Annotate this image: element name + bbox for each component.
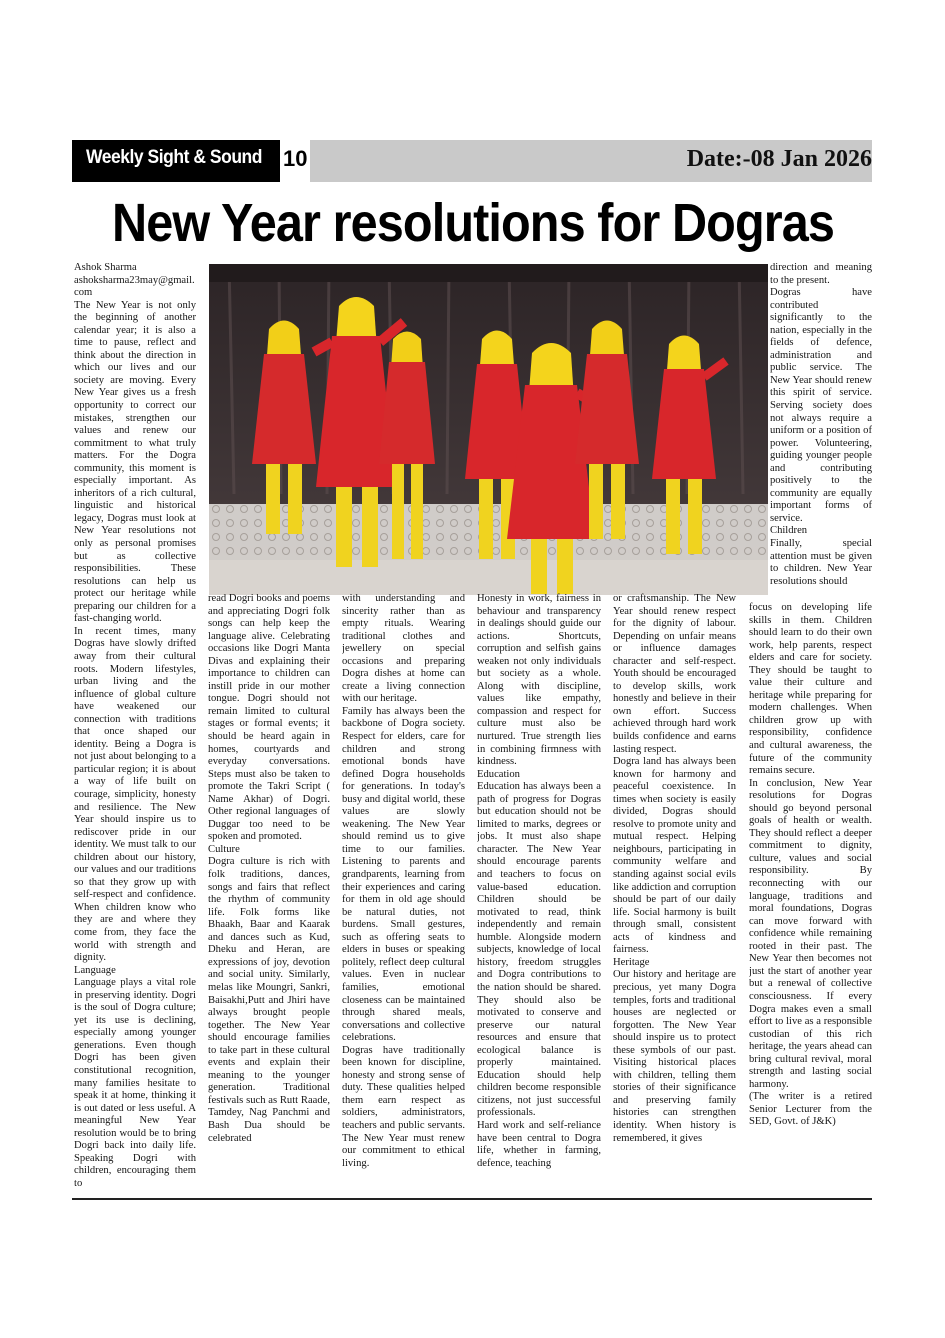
paragraph: Our history and heritage are precious, yet many Dogra temples, forts and traditional houses are neglected or forgotten. The New Year should inspire us to protect these symbols of our past. Visiting historical places with children, telling them stories of their significance and preserving family histories can strengthen identity. When history is remembered, it gives [613, 969, 736, 1144]
paragraph: Finally, special attention must be given to children. New Year resolutions should [770, 538, 872, 587]
article-column-3 [342, 593, 465, 1197]
article-headline: New Year resolutions for Dogras [112, 193, 835, 253]
paragraph: focus on developing life skills in them. Children should learn to do their own work, help parents, respect elders and care for society. They should be taught to value their culture and heritage while preparing for modern challenges. When children grow up with responsibility, confidence and cultural awareness, the future of the community remains secure. [749, 602, 872, 777]
section-heading: Language [74, 964, 116, 976]
paragraph: Family has always been the backbone of Dogra society. Respect for elders, care for children and strong emotional bonds have defined Dogra households for generations. In today's busy and digital world, these values are slowly weakening. The New Year should remind us to give time to our families. Listening to parents and grandparents, learning from their experiences and caring for them in old age should be natural duties, not burdens. Small gestures, such as offering seats to elders in buses or speaking politely, reflect deep cultural values. Even in nuclear families, emotional closeness can be maintained through shared meals, conversations and collective celebrations. [342, 705, 465, 1044]
section-heading: Children [770, 525, 808, 537]
issue-date: Date:-08 Jan 2026 [686, 146, 872, 172]
paragraph: Education has always been a path of progress for Dogras but education should not be limited to marks, degrees or jobs. It must also shape character. The New Year should encourage parents and teachers to focus on value-based education. Children should be motivated to read, think independently and remain humble. Alongside modern subjects, knowledge of local history, freedom struggles and Dogra contributions to the nation should be shared. They should also be motivated to conserve and preserve our natural resources and ensure that ecological balance is properly maintained. Education should help children become responsible citizens, not just successful professionals. [477, 781, 601, 1119]
paragraph: Honesty in work, fairness in behaviour and transparency in dealings should guide our actions. Shortcuts, corruption and selfish gains weaken not only individuals but society as a whole. Along with discipline, values like empathy, compassion and respect for culture must also be nurtured. True strength lies in combining firmness with kindness. [477, 593, 601, 768]
masthead-title-block [72, 140, 280, 182]
paragraph: or craftsmanship. The New Year should renew respect for the dignity of labour. Depending on unfair means or influence damages character and self-respect. Youth should be encouraged to develop skills, work honestly and believe in their own effort. Success achieved through hard work builds confidence and earns lasting respect. [613, 593, 736, 755]
publication-name: Weekly Sight & Sound [86, 147, 262, 168]
article-column-1 [74, 262, 196, 1197]
paragraph: Language plays a vital role in preserving identity. Dogri is the soul of Dogra culture; yet its use is declining, especially among younger generations. Even though Dogri has been given constitutional recognition, many families hesitate to speak it at home, thinking it is out dated or less useful. A meaningful New Year resolution would be to bring Dogri back into daily life. Speaking Dogri with children, encouraging them to [74, 977, 196, 1189]
byline-email: ashoksharma23may@gmail.com [74, 274, 195, 299]
paragraph: The New Year is not only the beginning of another calendar year; it is also a time to pause, reflect and think about the direction in which our lives and our society are moving. Every New Year gives us a fresh opportunity to correct our mistakes, strengthen our values and renew our commitment to what truly matters. For the Dogra community, this moment is especially important. As inheritors of a rich cultural, linguistic and historical legacy, Dogras must look at New Year resolutions not only as personal promises but as collective responsibilities. These resolutions can help us protect our heritage while preparing our children for a fast-changing world. [74, 299, 196, 625]
paragraph: Dogras have contributed significantly to the nation, especially in the fields of defence, administration and public service. The New Year should renew this spirit of service. Serving society does not always require a uniform or a position of power. Volunteering, guiding younger people and contributing positively to the community are equally important forms of service. [770, 287, 872, 524]
dance-photo-illustration [209, 264, 768, 595]
section-heading: Culture [208, 843, 240, 855]
paragraph: In conclusion, New Year resolutions for Dogras should go beyond personal goals of health or wealth. They should reflect a deeper commitment to dignity, culture, values and social responsibility. By reconnecting with our language, traditions and moral foundations, Dogras can move forward with confidence while remaining rooted in their past. The New Year then becomes not just the start of another year but a renewal of collective consciousness. If every Dogra makes even a small effort to live as a responsible custodian of this rich heritage, the years ahead can bring cultural revival, moral strength and lasting social harmony. [749, 777, 872, 1090]
paragraph: with understanding and sincerity rather than as empty rituals. Wearing traditional clothes and jewellery on special occasions and preparing Dogra dishes at home can create a living connection with our heritage. [342, 593, 465, 705]
paragraph: Dogra land has always been known for harmony and peaceful coexistence. In times when society is easily divided, Dogras should resolve to promote unity and mutual respect. Helping neighbours, participating in community welfare and standing against social evils like addiction and corruption should be part of our daily life. Social harmony is built through small, consistent acts of kindness and fairness. [613, 756, 736, 956]
paragraph: read Dogri books and poems and appreciating Dogri folk songs can help keep the language alive. Celebrating occasions like Dogri Manta Divas and explaining their importance to children can instill pride in our mother tongue. Dogri should not remain limited to cultural stages or formal events; it should be heard again in homes, courtyards and everyday conversations. Steps must also be taken to promote the Takri Script ( Name Akhar) of Dogri. Other regional languages of Duggar too need to be spoken and promoted. [208, 593, 330, 843]
article-photo [209, 264, 768, 595]
page-number: 10 [283, 146, 308, 171]
masthead [72, 140, 872, 182]
paragraph: direction and meaning to the present. [770, 262, 872, 286]
paragraph: Dogras have traditionally been known for discipline, honesty and strong sense of duty. These qualities helped them earn respect as soldiers, administrators, teachers and public servants. The New Year must renew our commitment to ethical living. [342, 1044, 465, 1169]
section-heading: Heritage [613, 956, 650, 968]
article-column-6-bottom [749, 602, 872, 1197]
article-column-2 [208, 593, 330, 1197]
masthead-date-bar [310, 140, 872, 182]
paragraph: Hard work and self-reliance have been central to Dogra life, whether in farming, defence, teaching [477, 1119, 601, 1169]
author-note: (The writer is a retired Senior Lecturer from the SED, Govt. of J&K) [749, 1091, 872, 1128]
section-heading: Education [477, 768, 520, 780]
bottom-rule [72, 1198, 872, 1200]
paragraph: In recent times, many Dogras have slowly drifted away from their cultural roots. Modern lifestyles, urban living and the influence of global culture have weakened our connection with traditions that once shaped our identity. Being a Dogra is not just about belonging to a particular region; it is about a way of life built on courage, simplicity, honesty and resilience. The New Year should inspire us to rediscover pride in our identity. We must talk to our children about our history, our values and our traditions so that they grow up with self-respect and confidence. When children know who they are and where they come from, they face the world with strength and dignity. [74, 625, 196, 964]
article-column-5 [613, 593, 736, 1197]
byline-author: Ashok Sharma [74, 262, 137, 273]
paragraph: Dogra culture is rich with folk traditions, dances, songs and fairs that reflect the rhythm of community life. Folk forms like Bhaakh, Baar and Kaarak and dances such as Kud, Dheku and Heran, are expressions of joy, devotion and social unity. Similarly, melas like Moungri, Sankri, Baisakhi,Putt and Jhiri have always brought people together. The New Year should encourage families to take part in these cultural events and explain their meaning to the younger generation. Traditional festivals such as Rutt Raade, Tamdey, Nag Panchmi and Bash Dua should be celebrated [208, 856, 330, 1144]
article-column-4 [477, 593, 601, 1197]
article-column-6-top [770, 262, 872, 602]
